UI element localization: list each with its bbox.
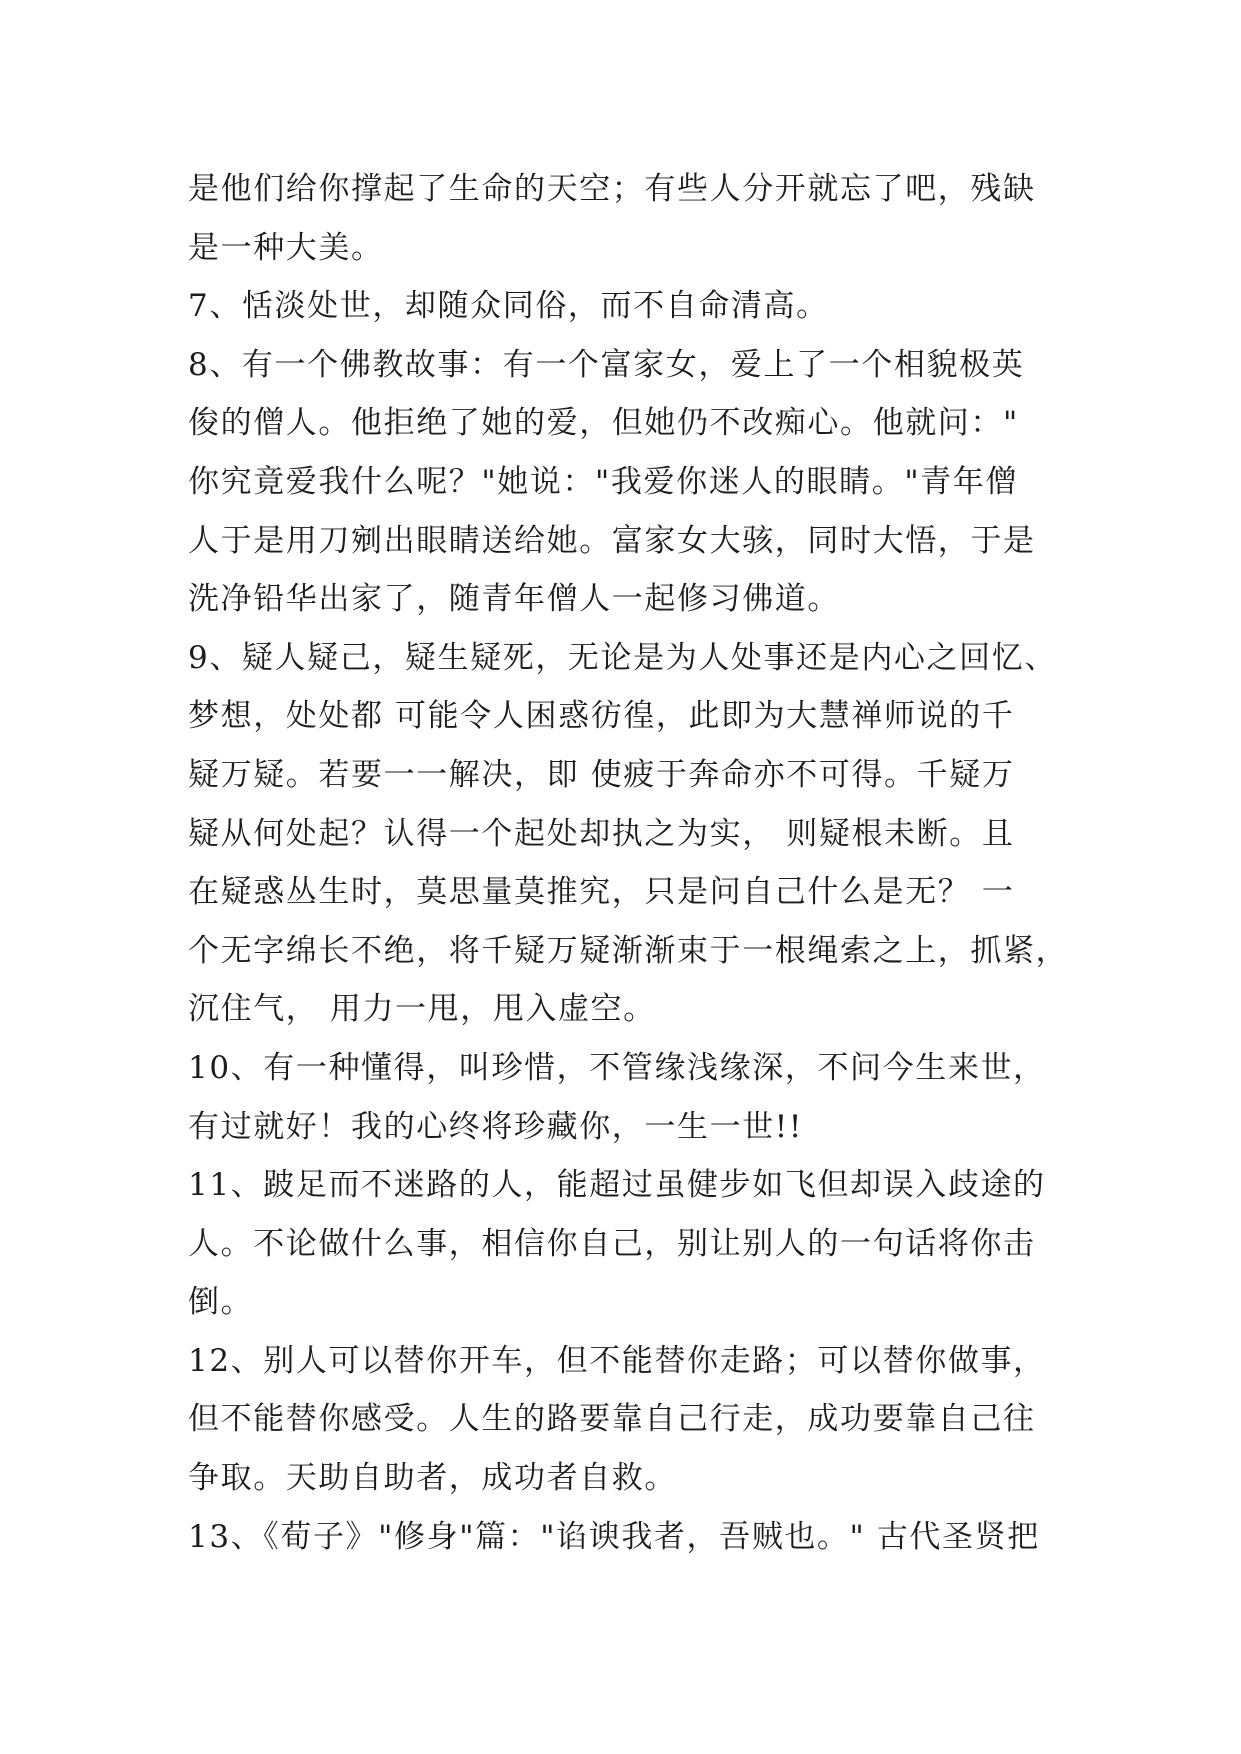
- text-line: 争取。天助自助者，成功者自救。: [188, 1460, 677, 1497]
- text-line: 疑从何处起？认得一个起处却执之为实， 则疑根未断。且: [188, 815, 1015, 852]
- text-line: 10、有一种懂得，叫珍惜，不管缘浅缘深，不问今生来世，: [188, 1049, 1046, 1086]
- text-line: 在疑惑丛生时，莫思量莫推究，只是问自己什么是无？ 一: [188, 874, 1015, 911]
- text-line: 是一种大美。: [188, 229, 384, 266]
- body-text: [188, 160, 1068, 1566]
- text-line: 沉住气， 用力一甩，甩入虚空。: [188, 991, 656, 1028]
- text-line: 11、跛足而不迷路的人，能超过虽健步如飞但却误入歧途的: [188, 1167, 1046, 1204]
- text-line: 倒。: [188, 1284, 254, 1321]
- text-line: 9、疑人疑己，疑生疑死，无论是为人处事还是内心之回忆、: [188, 639, 1057, 676]
- text-line: 8、有一个佛教故事：有一个富家女，爱上了一个相貌极英: [188, 346, 1025, 383]
- text-line: 人。不论做什么事，相信你自己，别让别人的一句话将你击: [188, 1225, 1036, 1262]
- text-line: 个无字绵长不绝，将千疑万疑渐渐束于一根绳索之上，抓紧，: [188, 932, 1069, 969]
- text-line: 12、别人可以替你开车，但不能替你走路；可以替你做事，: [188, 1342, 1046, 1379]
- text-line: 有过就好！我的心终将珍藏你，一生一世!!: [188, 1108, 803, 1145]
- text-line: 但不能替你感受。人生的路要靠自己行走，成功要靠自己往: [188, 1401, 1036, 1438]
- text-line: 7、恬淡处世，却随众同俗，而不自命清高。: [188, 288, 829, 325]
- text-line: 你究竟爱我什么呢？"她说："我爱你迷人的眼睛。"青年僧: [188, 463, 1018, 500]
- text-line: 洗净铅华出家了，随青年僧人一起修习佛道。: [188, 581, 840, 618]
- text-line: 疑万疑。若要一一解决，即 使疲于奔命亦不可得。千疑万: [188, 756, 1015, 793]
- text-line: 13、《荀子》"修身"篇："谄谀我者，吾贼也。" 古代圣贤把: [188, 1518, 1040, 1555]
- text-line: 俊的僧人。他拒绝了她的爱，但她仍不改痴心。他就问：": [188, 405, 1019, 442]
- text-line: 梦想，处处都 可能令人困惑彷徨，此即为大慧禅师说的千: [188, 698, 1015, 735]
- text-line: 人于是用刀剜出眼睛送给她。富家女大骇，同时大悟，于是: [188, 522, 1036, 559]
- text-line: 是他们给你撑起了生命的天空；有些人分开就忘了吧，残缺: [188, 171, 1036, 207]
